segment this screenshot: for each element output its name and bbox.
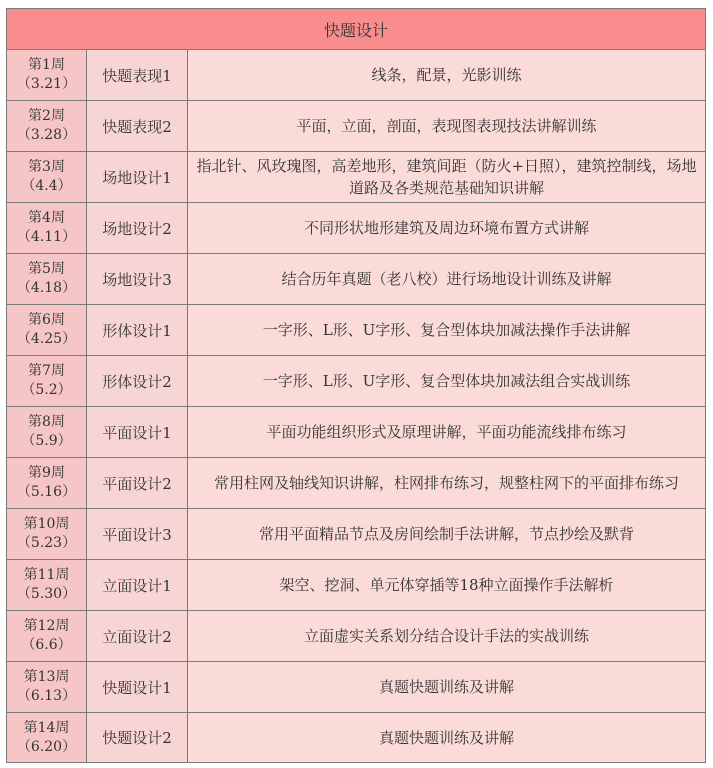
week-date: （5.30） xyxy=(16,586,77,602)
topic-cell: 场地设计1 xyxy=(87,152,188,203)
week-cell xyxy=(7,254,87,305)
description-cell: 常用平面精品节点及房间绘制手法讲解，节点抄绘及默背 xyxy=(188,509,706,560)
week-label: 第9周 xyxy=(28,465,65,481)
topic-cell: 快题设计1 xyxy=(87,662,188,713)
table-row xyxy=(7,509,706,560)
week-date: （6.13） xyxy=(16,688,77,704)
table-row xyxy=(7,611,706,662)
table-row xyxy=(7,305,706,356)
table-title: 快题设计 xyxy=(7,9,706,50)
week-label: 第5周 xyxy=(28,261,65,277)
week-date: （5.2） xyxy=(21,382,72,398)
description-cell: 平面，立面，剖面，表现图表现技法讲解训练 xyxy=(188,101,706,152)
table-row xyxy=(7,713,706,763)
week-cell xyxy=(7,50,87,101)
week-date: （6.6） xyxy=(21,637,72,653)
week-date: （5.16） xyxy=(16,484,77,500)
table-row xyxy=(7,458,706,509)
table-row xyxy=(7,152,706,203)
topic-cell: 立面设计2 xyxy=(87,611,188,662)
table-row xyxy=(7,50,706,101)
description-cell: 架空、挖洞、单元体穿插等18种立面操作手法解析 xyxy=(188,560,706,611)
week-cell xyxy=(7,407,87,458)
topic-cell: 形体设计2 xyxy=(87,356,188,407)
week-date: （3.21） xyxy=(16,76,77,92)
week-date: （4.18） xyxy=(16,280,77,296)
table-row xyxy=(7,356,706,407)
table-row xyxy=(7,101,706,152)
week-cell xyxy=(7,560,87,611)
week-date: （4.4） xyxy=(21,178,72,194)
description-cell: 真题快题训练及讲解 xyxy=(188,662,706,713)
topic-cell: 形体设计1 xyxy=(87,305,188,356)
description-cell: 指北针、风玫瑰图，高差地形，建筑间距（防火+日照），建筑控制线，场地道路及各类规范基础知识讲解 xyxy=(188,152,706,203)
table-row xyxy=(7,662,706,713)
description-cell: 常用柱网及轴线知识讲解，柱网排布练习，规整柱网下的平面排布练习 xyxy=(188,458,706,509)
week-label: 第10周 xyxy=(23,516,70,532)
week-label: 第13周 xyxy=(23,669,70,685)
week-date: （6.20） xyxy=(16,738,77,755)
topic-cell: 快题表现2 xyxy=(87,101,188,152)
table-row xyxy=(7,254,706,305)
topic-cell: 场地设计3 xyxy=(87,254,188,305)
week-label: 第2周 xyxy=(28,108,65,124)
week-cell xyxy=(7,152,87,203)
description-cell: 线条，配景，光影训练 xyxy=(188,50,706,101)
table-body xyxy=(7,50,706,763)
week-cell xyxy=(7,713,87,763)
description-cell: 一字形、L形、U字形、复合型体块加减法操作手法讲解 xyxy=(188,305,706,356)
week-date: （5.23） xyxy=(16,535,77,551)
week-cell xyxy=(7,203,87,254)
table-row xyxy=(7,203,706,254)
description-cell: 不同形状地形建筑及周边环境布置方式讲解 xyxy=(188,203,706,254)
topic-cell: 平面设计1 xyxy=(87,407,188,458)
schedule-container xyxy=(6,8,705,763)
week-cell xyxy=(7,458,87,509)
description-cell: 平面功能组织形式及原理讲解，平面功能流线排布练习 xyxy=(188,407,706,458)
topic-cell: 平面设计3 xyxy=(87,509,188,560)
week-label: 第4周 xyxy=(28,210,65,226)
week-cell xyxy=(7,509,87,560)
week-label: 第6周 xyxy=(28,312,65,328)
week-date: （4.25） xyxy=(16,331,77,347)
week-label: 第11周 xyxy=(23,567,70,583)
week-label: 第8周 xyxy=(28,414,65,430)
topic-cell: 快题表现1 xyxy=(87,50,188,101)
description-cell: 真题快题训练及讲解 xyxy=(188,713,706,763)
week-cell xyxy=(7,611,87,662)
topic-cell: 场地设计2 xyxy=(87,203,188,254)
week-label: 第14周 xyxy=(23,719,70,736)
week-cell xyxy=(7,101,87,152)
week-date: （5.9） xyxy=(21,433,72,449)
table-row xyxy=(7,407,706,458)
topic-cell: 立面设计1 xyxy=(87,560,188,611)
week-date: （3.28） xyxy=(16,127,77,143)
week-cell xyxy=(7,356,87,407)
topic-cell: 平面设计2 xyxy=(87,458,188,509)
week-date: （4.11） xyxy=(16,229,77,245)
table-row xyxy=(7,560,706,611)
week-label: 第3周 xyxy=(28,159,65,175)
week-label: 第12周 xyxy=(23,618,70,634)
week-label: 第1周 xyxy=(28,57,65,73)
description-cell: 结合历年真题（老八校）进行场地设计训练及讲解 xyxy=(188,254,706,305)
description-cell: 立面虚实关系划分结合设计手法的实战训练 xyxy=(188,611,706,662)
schedule-table xyxy=(6,8,706,763)
week-label: 第7周 xyxy=(28,363,65,379)
topic-cell: 快题设计2 xyxy=(87,713,188,763)
week-cell xyxy=(7,305,87,356)
description-cell: 一字形、L形、U字形、复合型体块加减法组合实战训练 xyxy=(188,356,706,407)
week-cell xyxy=(7,662,87,713)
